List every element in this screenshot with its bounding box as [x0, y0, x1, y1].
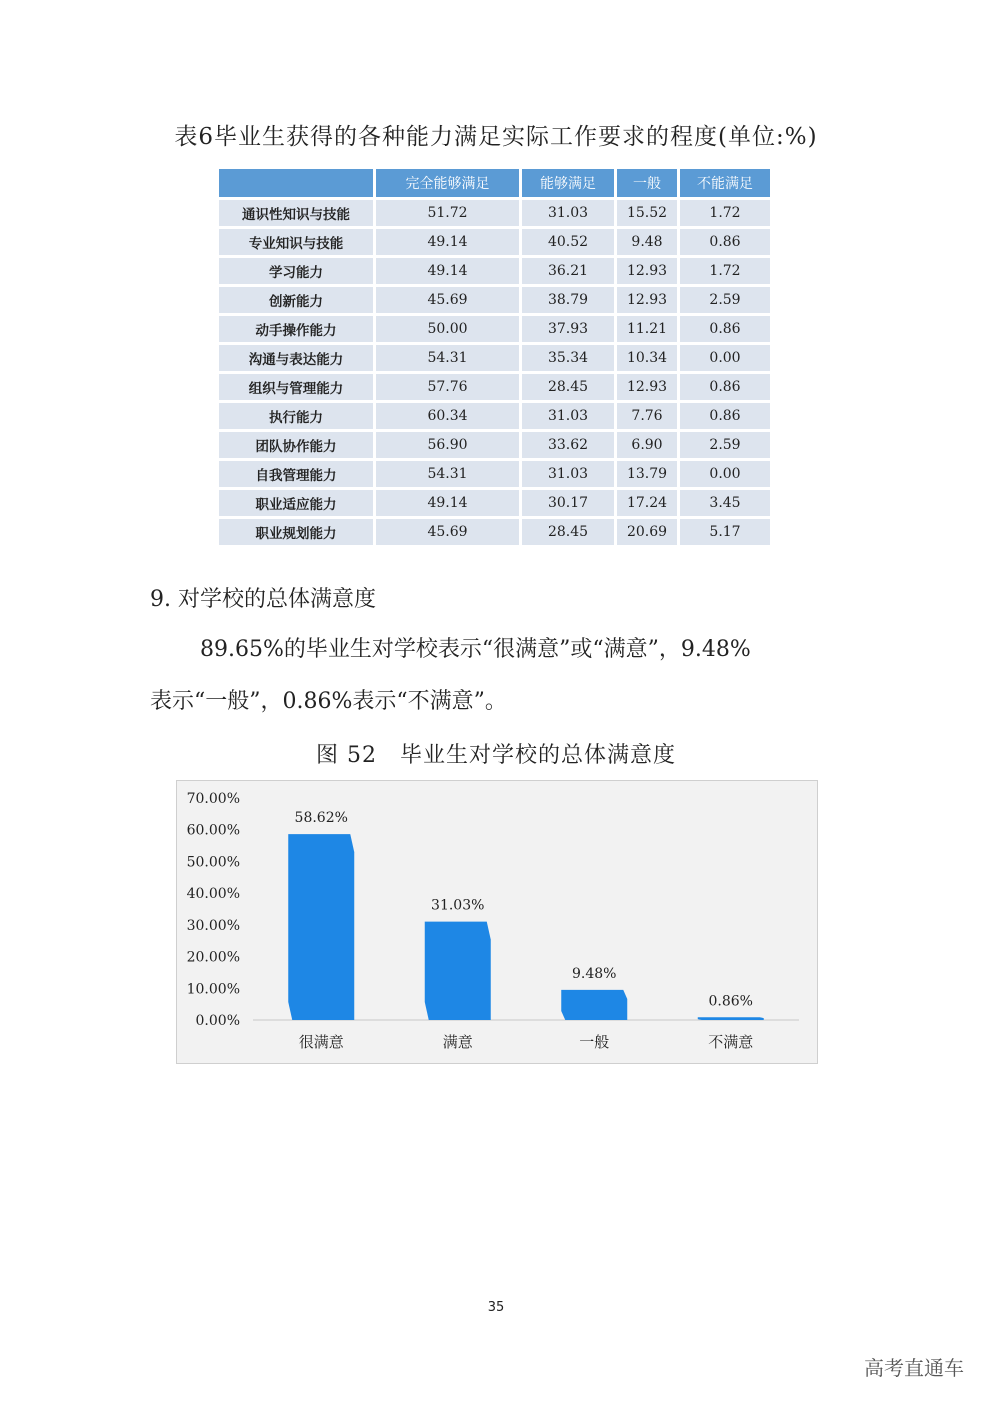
value-cell: 28.45	[522, 519, 614, 545]
figure-title: 图 52 毕业生对学校的总体满意度	[316, 743, 676, 768]
value-cell: 37.93	[522, 316, 614, 342]
value-cell: 15.52	[617, 200, 677, 226]
y-tick-label: 60.00%	[186, 822, 240, 839]
value-cell: 12.93	[617, 287, 677, 313]
table-body	[219, 200, 770, 545]
value-cell: 56.90	[376, 432, 519, 458]
row-label-cell: 专业知识与技能	[219, 229, 373, 255]
row-label-cell: 团队协作能力	[219, 432, 373, 458]
value-cell: 30.17	[522, 490, 614, 516]
data-label: 31.03%	[431, 897, 485, 914]
bar-3	[561, 990, 627, 1020]
value-cell: 3.45	[680, 490, 770, 516]
value-cell: 6.90	[617, 432, 677, 458]
value-cell: 0.00	[680, 345, 770, 371]
section-heading: 9. 对学校的总体满意度	[150, 587, 376, 612]
y-tick-label: 20.00%	[186, 949, 240, 966]
ability-table	[216, 166, 773, 548]
value-cell: 49.14	[376, 229, 519, 255]
value-cell: 10.34	[617, 345, 677, 371]
value-cell: 51.72	[376, 200, 519, 226]
value-cell: 57.76	[376, 374, 519, 400]
value-cell: 45.69	[376, 287, 519, 313]
table-row	[219, 490, 770, 516]
y-tick-label: 70.00%	[186, 791, 240, 807]
table-header-cell: 不能满足	[680, 169, 770, 197]
table-header-cell: 一般	[617, 169, 677, 197]
chart-canvas	[177, 781, 817, 1063]
value-cell: 31.03	[522, 200, 614, 226]
value-cell: 7.76	[617, 403, 677, 429]
value-cell: 45.69	[376, 519, 519, 545]
value-cell: 49.14	[376, 490, 519, 516]
table-row	[219, 287, 770, 313]
value-cell: 60.34	[376, 403, 519, 429]
value-cell: 0.86	[680, 403, 770, 429]
satisfaction-chart	[176, 780, 818, 1064]
row-label-cell: 自我管理能力	[219, 461, 373, 487]
value-cell: 40.52	[522, 229, 614, 255]
data-label: 9.48%	[572, 965, 617, 982]
value-cell: 2.59	[680, 287, 770, 313]
row-label-cell: 职业适应能力	[219, 490, 373, 516]
table-row	[219, 258, 770, 284]
value-cell: 54.31	[376, 345, 519, 371]
table-row	[219, 229, 770, 255]
table-header-cell: 完全能够满足	[376, 169, 519, 197]
value-cell: 35.34	[522, 345, 614, 371]
value-cell: 13.79	[617, 461, 677, 487]
row-label-cell: 沟通与表达能力	[219, 345, 373, 371]
value-cell: 31.03	[522, 461, 614, 487]
row-label-cell: 职业规划能力	[219, 519, 373, 545]
value-cell: 49.14	[376, 258, 519, 284]
paragraph-line: 表示“一般”，0.86%表示“不满意”。	[150, 689, 507, 714]
table-row	[219, 461, 770, 487]
table-row	[219, 316, 770, 342]
bar-2	[425, 922, 491, 1020]
row-label-cell: 学习能力	[219, 258, 373, 284]
table-row	[219, 432, 770, 458]
table-row	[219, 403, 770, 429]
x-tick-label: 不满意	[708, 1033, 754, 1051]
value-cell: 20.69	[617, 519, 677, 545]
table-row	[219, 345, 770, 371]
value-cell: 12.93	[617, 374, 677, 400]
table-row	[219, 519, 770, 545]
value-cell: 2.59	[680, 432, 770, 458]
table-header-row	[219, 169, 770, 197]
y-tick-label: 40.00%	[186, 886, 240, 903]
y-tick-label: 50.00%	[186, 854, 240, 871]
table-header-cell: 能够满足	[522, 169, 614, 197]
y-tick-label: 10.00%	[186, 981, 240, 998]
y-tick-label: 30.00%	[186, 917, 240, 934]
y-tick-label: 0.00%	[195, 1013, 240, 1029]
value-cell: 0.86	[680, 229, 770, 255]
value-cell: 38.79	[522, 287, 614, 313]
table-title: 表6毕业生获得的各种能力满足实际工作要求的程度(单位:%)	[174, 124, 818, 150]
value-cell: 17.24	[617, 490, 677, 516]
value-cell: 28.45	[522, 374, 614, 400]
value-cell: 31.03	[522, 403, 614, 429]
value-cell: 0.00	[680, 461, 770, 487]
value-cell: 12.93	[617, 258, 677, 284]
value-cell: 54.31	[376, 461, 519, 487]
table-row	[219, 374, 770, 400]
value-cell: 36.21	[522, 258, 614, 284]
value-cell: 9.48	[617, 229, 677, 255]
x-tick-label: 满意	[442, 1033, 473, 1051]
bar-1	[288, 834, 354, 1020]
value-cell: 50.00	[376, 316, 519, 342]
value-cell: 0.86	[680, 374, 770, 400]
bar-4	[698, 1017, 764, 1020]
value-cell: 0.86	[680, 316, 770, 342]
page-number: 35	[487, 1300, 505, 1315]
section-paragraph	[150, 624, 850, 728]
row-label-cell: 执行能力	[219, 403, 373, 429]
data-label: 0.86%	[708, 993, 753, 1010]
table-row	[219, 200, 770, 226]
value-cell: 1.72	[680, 258, 770, 284]
watermark: 高考直通车	[864, 1356, 964, 1380]
paragraph-line: 89.65%的毕业生对学校表示“很满意”或“满意”，9.48%	[200, 637, 751, 662]
value-cell: 11.21	[617, 316, 677, 342]
value-cell: 33.62	[522, 432, 614, 458]
value-cell: 1.72	[680, 200, 770, 226]
data-label: 58.62%	[294, 810, 348, 827]
x-tick-label: 很满意	[298, 1033, 344, 1051]
row-label-cell: 创新能力	[219, 287, 373, 313]
value-cell: 5.17	[680, 519, 770, 545]
row-label-cell: 组织与管理能力	[219, 374, 373, 400]
x-tick-label: 一般	[579, 1033, 610, 1051]
table-header-cell	[219, 169, 373, 197]
row-label-cell: 通识性知识与技能	[219, 200, 373, 226]
row-label-cell: 动手操作能力	[219, 316, 373, 342]
